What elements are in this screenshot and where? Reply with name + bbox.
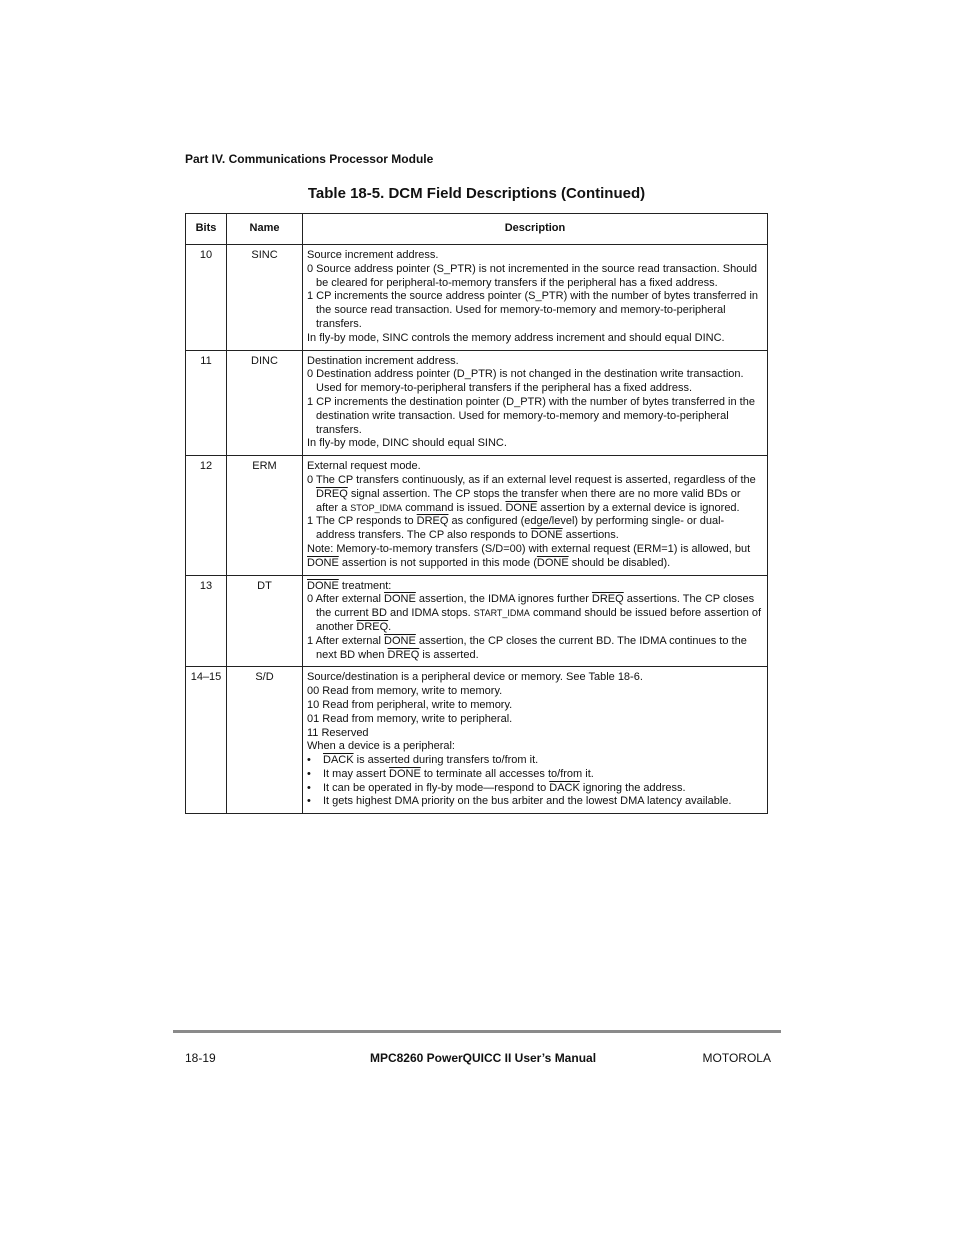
bullet-item (307, 782, 763, 796)
text-run: is asserted. (419, 648, 479, 661)
name-cell: SINC (227, 245, 303, 351)
bits-cell: 10 (186, 245, 227, 351)
description-line: Destination increment address. (307, 354, 459, 367)
text-run: to terminate all accesses to/from it. (420, 767, 594, 780)
text-run: assertion is not supported in this mode ( (338, 556, 537, 569)
page-number: 18-19 (185, 1051, 216, 1065)
table-row-dt (186, 575, 768, 667)
publisher-name: MOTOROLA (702, 1051, 771, 1065)
signal-done: DONE (505, 501, 538, 514)
signal-done: DONE (307, 579, 339, 592)
description-option: 1 CP increments the source address pointer (S_PTR) with the number of bytes transferred in the source read transaction. Used for memory-to-memory and memory-to-peripheral transfers. (307, 290, 759, 330)
signal-done: DONE (384, 593, 416, 606)
description-option (307, 593, 763, 634)
text-run: assertions. The CP closes the current BD and IDMA stops. (316, 593, 755, 620)
description-cell (303, 456, 768, 575)
bullet-icon: • (307, 767, 311, 780)
bits-cell: 12 (186, 456, 227, 575)
text-run: It gets highest DMA priority on the bus arbiter and the lowest DMA latency available. (323, 795, 732, 808)
text-run: is asserted during transfers to/from it. (353, 754, 539, 767)
signal-dreq: DREQ (356, 620, 389, 633)
text-run: assertion, the CP closes the current BD. The IDMA continues to the next BD when (316, 634, 747, 661)
column-header-name: Name (227, 214, 303, 245)
description-option (307, 474, 763, 515)
text-run: 1 The CP responds to (307, 515, 417, 528)
bullet-icon: • (307, 754, 311, 767)
text-run: assertion, the IDMA ignores further (415, 593, 592, 606)
signal-dack: DACK (323, 754, 354, 767)
signal-dreq: DREQ (416, 515, 449, 528)
description-cell (303, 575, 768, 667)
description-line (307, 580, 763, 594)
description-cell (303, 350, 768, 456)
description-option (307, 515, 763, 543)
description-option: 0 Source address pointer (S_PTR) is not incremented in the source read transaction. Should be cleared for peripheral-to-memory transfers if the peripheral has a fixed address. (307, 262, 758, 289)
description-option (307, 635, 763, 663)
description-option: 1 CP increments the destination pointer (D_PTR) with the number of bytes transferred in the destination write transaction. Used for memory-to-memory and memory-to-peripheral transfers. (307, 395, 755, 436)
description-line: Source increment address. (307, 249, 439, 261)
description-option: 00 Read from memory, write to memory. (307, 685, 503, 698)
text-run: assertion by a external device is ignored. (537, 501, 740, 514)
name-cell: ERM (227, 456, 303, 575)
text-run: treatment: (338, 579, 392, 592)
description-cell (303, 667, 768, 814)
text-run: 1 After external (307, 634, 385, 647)
text-run: as configured (edge/level) by performing single- or dual-address transfers. The CP also responds to (316, 515, 725, 542)
text-run: ignoring the address. (579, 781, 686, 794)
table-title: Table 18-5. DCM Field Descriptions (Continued) (307, 185, 646, 202)
table-row-sd (186, 667, 768, 814)
description-cell (303, 245, 768, 351)
text-run: command should be issued before assertion of another (316, 607, 762, 633)
bullet-icon: • (307, 795, 311, 808)
text-run: assertions. (562, 529, 619, 542)
name-cell: S/D (227, 667, 303, 814)
description-line: External request mode. (307, 460, 421, 473)
field-descriptions-table (185, 213, 768, 814)
table-header-row (186, 214, 768, 245)
signal-done: DONE (536, 556, 569, 569)
text-run: signal assertion. The CP stops the transfer when there are no more valid BDs or after a (316, 487, 741, 514)
name-cell: DT (227, 575, 303, 667)
text-run: command is issued. (402, 501, 506, 514)
running-head: Part IV. Communications Processor Module (185, 152, 434, 166)
signal-dreq: DREQ (591, 593, 624, 606)
signal-done: DONE (530, 529, 563, 542)
text-run: It may assert (323, 767, 390, 780)
signal-done: DONE (384, 634, 416, 647)
name-cell: DINC (227, 350, 303, 456)
command-start-idma: START_IDMA (473, 608, 530, 619)
bits-cell: 14–15 (186, 667, 227, 814)
description-line: Source/destination is a peripheral device or memory. See Table 18-6. (307, 671, 643, 684)
command-stop-idma: STOP_IDMA (350, 502, 403, 513)
text-run: . (388, 620, 392, 633)
description-note (307, 543, 763, 571)
description-option: 10 Read from peripheral, write to memory. (307, 698, 513, 711)
bullet-item (307, 768, 763, 782)
column-header-description: Description (303, 214, 768, 245)
description-line: In fly-by mode, SINC controls the memory address increment and should equal DINC. (307, 331, 725, 344)
manual-title: MPC8260 PowerQUICC II User’s Manual (369, 1051, 597, 1065)
description-option: 01 Read from memory, write to peripheral. (307, 712, 513, 725)
description-line: When a device is a peripheral: (307, 740, 455, 753)
table-row-erm (186, 456, 768, 575)
bullet-item (307, 754, 763, 768)
text-run: 0 After external (307, 593, 385, 606)
signal-dack: DACK (549, 781, 580, 794)
bits-cell: 13 (186, 575, 227, 667)
description-option: 0 Destination address pointer (D_PTR) is not changed in the destination write transaction. Used for memory-to-peripheral transfers if the peripheral has a fixed address. (307, 368, 744, 395)
text-run: should be disabled). (568, 556, 671, 569)
text-run: It can be operated in fly-by mode—respond to (323, 781, 550, 794)
signal-done: DONE (389, 767, 421, 780)
text-run: 0 The CP transfers continuously, as if an external level request is asserted, regardless of the (307, 473, 756, 486)
description-option: 11 Reserved (307, 726, 369, 739)
description-line: In fly-by mode, DINC should equal SINC. (307, 437, 507, 450)
column-header-bits: Bits (186, 214, 227, 245)
text-run: Note: Memory-to-memory transfers (S/D=00) with external request (ERM=1) is allowed, but (307, 542, 751, 555)
bullet-icon: • (307, 781, 311, 794)
table-row-dinc (186, 350, 768, 456)
bits-cell: 11 (186, 350, 227, 456)
footer-rule (173, 1030, 781, 1033)
bullet-item (307, 795, 763, 809)
signal-dreq: DREQ (387, 648, 420, 661)
signal-done: DONE (307, 556, 339, 569)
table-row-sinc (186, 245, 768, 351)
signal-dreq: DREQ (316, 487, 348, 500)
